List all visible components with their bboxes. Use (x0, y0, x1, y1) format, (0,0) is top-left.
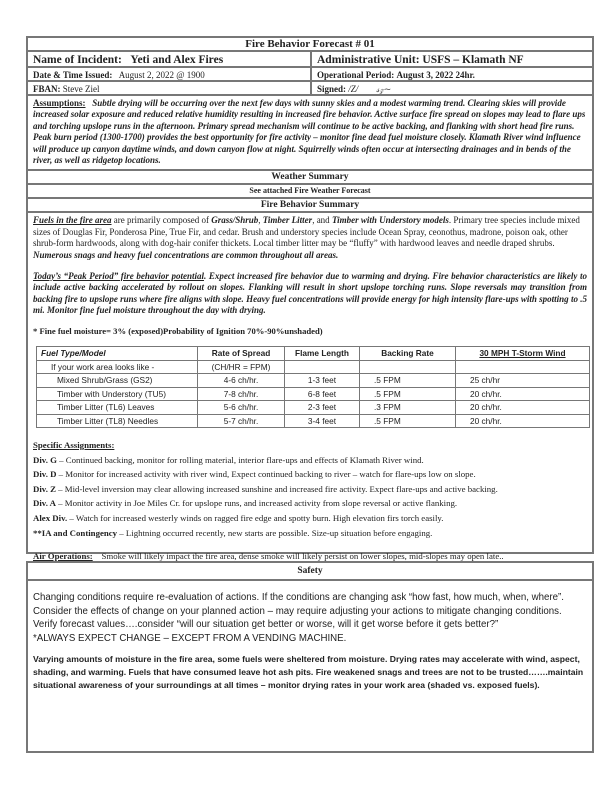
table-row: Timber with Understory (TU5) 7-8 ch/hr. 6-8 feet .5 FPM 20 ch/hr. (37, 387, 590, 401)
weather-summary-heading: Weather Summary (28, 171, 592, 185)
fire-behavior-summary-heading: Fire Behavior Summary (28, 199, 592, 213)
safety-heading: Safety (28, 563, 592, 581)
assignment-alex-div: Alex Div. – Watch for increased westerly winds on ragged fire edge and spotty burn. High elevation firs torch easily. (33, 513, 444, 524)
table-header: Fuel Type/Model Rate of Spread Flame Length Backing Rate 30 MPH T-Storm Wind (37, 347, 590, 361)
table-row: Mixed Shrub/Grass (GS2) 4-6 ch/hr. 1-3 feet .5 FPM 25 ch/hr (37, 374, 590, 388)
form-title: Fire Behavior Forecast # 01 (28, 38, 592, 52)
assignment-div-d: Div. D – Monitor for increased activity with river wind, Expect continued backing to river – watch for flare-ups low on slope. (33, 469, 476, 480)
signed: Signed: /Z/ 𝓈𝓏~ (310, 82, 592, 94)
assignment-div-g: Div. G – Continued backing, monitor for rolling material, interior flare-ups and effects of Klamath River wind. (33, 454, 424, 465)
fban: FBAN: Steve Ziel (33, 84, 100, 94)
table-row: If your work area looks like - (CH/HR = FPM) (37, 360, 590, 374)
table-row: Timber Litter (TL6) Leaves 5-6 ch/hr. 2-3 feet .3 FPM 20 ch/hr. (37, 401, 590, 415)
incident-name: Name of Incident: Yeti and Alex Fires (33, 54, 224, 66)
assignment-div-z: Div. Z – Mid-level inversion may clear allowing increased sunshine and increased fire activity. Expect flare-ups and active backing. (33, 483, 498, 494)
date-issued: Date & Time Issued: August 2, 2022 @ 1900 (33, 70, 205, 80)
admin-unit: Administrative Unit: USFS – Klamath NF (310, 52, 592, 66)
specific-assignments: Specific Assignments: Div. G – Continued backing, monitor for rolling material, interior flare-ups and effects of Klamath River wind. Div. D – Monitor for increased activity with river wind, Expect continued backing to river – watch for flare-ups low on slope. Div. Z – Mid-level inversion may clear allowing increased sunshine and increased fire activity. Expect flare-ups and active backing. Div. A – Monitor activity in Joe Miles Cr. for upslope runs, and increased activity from slope reversal or active flanking. Alex Div. – Watch for increased westerly winds on ragged fire edge and spotty burn. High elevation firs torch easily. **IA and Contingency – Lightning occurred recently, new starts are possible. Size-up situation before engaging. (33, 440, 498, 538)
fuel-table (36, 346, 590, 428)
safety-paragraph-2: Varying amounts of moisture in the fire area, some fuels were sheltered from moisture. Drying rates may accelerate with wind, aspect, shading, and warming. Fuels that have consumed leave hot ash pits. Fire weakened snags and trees are not to be trusted…….maintain situational awareness of your surroundings at all times – monitor drying rates in your work area (shaded vs. exposed fuels). (33, 654, 584, 690)
weather-summary-text: See attached Fire Weather Forecast (28, 185, 592, 199)
fuels-paragraph: Fuels in the fire area are primarily composed of Grass/Shrub, Timber Litter, and Timber with Understory models. Primary tree species include mixed sizes of Douglas Fir, Ponderosa Pine, True Fir, and cedar. Brush and understory species include Ocean Spray, ceonothus, madrone, poison oak, other shrub-form hardwoods, along with dog-hair conifer thickets. Local timber litter may be “fluffy” with hardwood leaves and needle draped shrubs. Numerous snags and heavy fuel concentrations are common throughout all areas. (33, 215, 580, 260)
assumptions: Assumptions: Subtle drying will be occurring over the next few days with sunny skies and a modest warming trend. Clearing skies will provide increased solar exposure and reduced relative humidity resulting in increased fire behavior. Active surface fire spread on slopes may lead to flare ups and torching upslope runs in the afternoon. Primary spread mechanism will continue to be active backing, and flanking with short head fire runs. Peak burn period (1300-1700) provides the best opportunity for fire activity – monitor fine dead fuel moisture closely. Klamath River wind influence will produce up canyon daytime winds, and down canyon flow at night. Squirrelly winds often occur at intersecting drainages and in bends of the river, as well as ridgetop locations. (33, 98, 586, 166)
signature-image: 𝓈𝓏~ (376, 85, 392, 94)
operational-period: Operational Period: August 3, 2022 24hr. (310, 68, 592, 80)
air-operations: Air Operations: Smoke will likely impact the fire area, dense smoke will likely persist on lower slopes, mid-slopes may open late.. (33, 551, 504, 562)
table-row: Timber Litter (TL8) Needles 5-7 ch/hr. 3-4 feet .5 FPM 20 ch/hr. (37, 414, 590, 428)
safety-paragraph-1: Changing conditions require re-evaluation of actions. If the conditions are changing ask “how fast, how much, when, where”. Consider the effects of change on your planned action – may require adjusting your actions to mitigate changing conditions. Verify forecast values….consider “will our situation get better or worse, will it get worse before it gets better?” *ALWAYS EXPECT CHANGE – EXCEPT FROM A VENDING MACHINE. (33, 592, 564, 644)
assignment-ia-contingency: **IA and Contingency – Lightning occurred recently, new starts are possible. Size-up situation before engaging. (33, 527, 433, 538)
safety-section (26, 561, 594, 753)
assignment-div-a: Div. A – Monitor activity in Joe Miles Cr. for upslope runs, and increased activity from slope reversal or active flanking. (33, 498, 458, 509)
peak-period-paragraph: Today’s “Peak Period” fire behavior potential. Expect increased fire behavior due to warming and drying. Fire behavior characteristics are likely to include active backing accelerated by rollout on slopes. Flanking will result in short upslope torching runs. Slope reversals may transition from backing fire to upslope runs where fire aligns with slope. Heavy fuel concentrations will provide energy for high intensity flare-ups with spotting to .5 mi. Monitor fine fuel moisture throughout the day with drying. (33, 271, 588, 316)
forecast-form (26, 36, 594, 562)
fuel-moisture: * Fine fuel moisture= 3% (exposed)Probability of Ignition 70%-90%unshaded) (33, 325, 323, 336)
